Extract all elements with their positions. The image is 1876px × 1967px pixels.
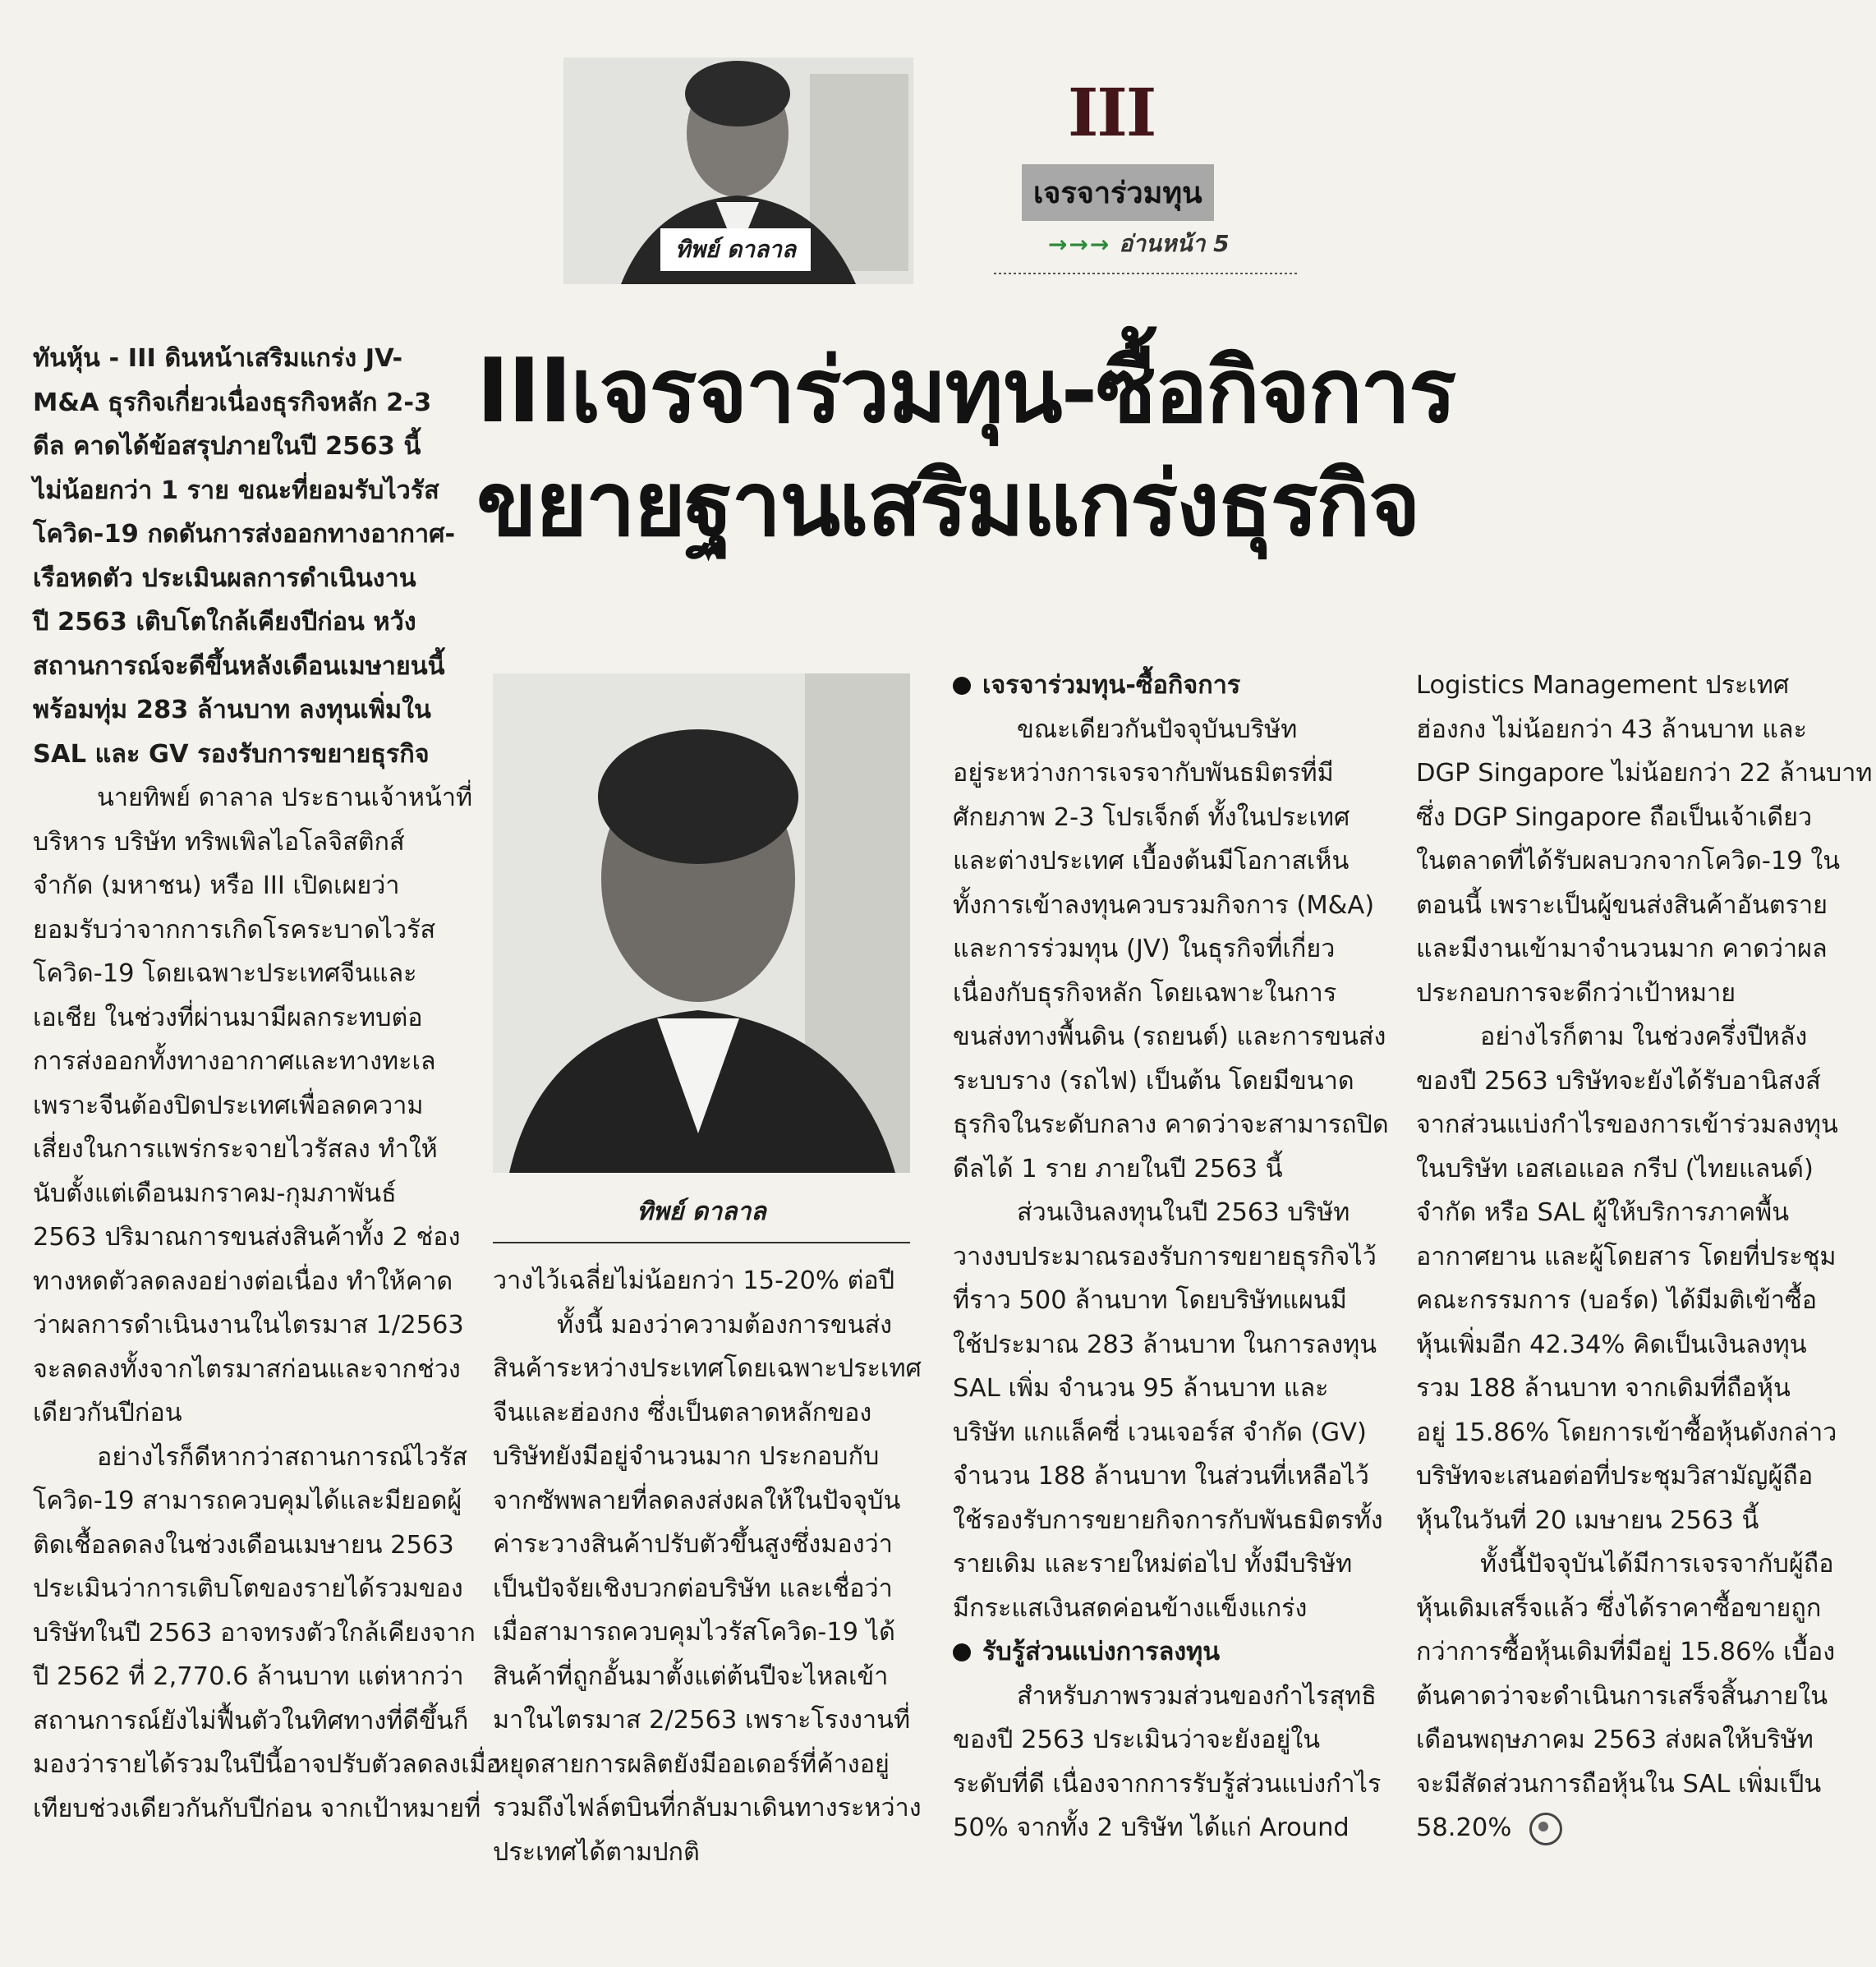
text-line: เนื่องกับธุรกิจหลัก โดยเฉพาะในการ [953, 978, 1337, 1008]
text-line: ในตลาดที่ได้รับผลบวกจากโควิด-19 ใน [1416, 847, 1841, 875]
text-line: DGP Singapore ไม่น้อยกว่า 22 ล้านบาท [1416, 759, 1873, 788]
text-line: ในบริษัท เอสเอแอล กรีป (ไทยแลนด์) [1416, 1154, 1814, 1183]
text-line: ปี 2562 ที่ 2,770.6 ล้านบาท แต่หากว่า [33, 1662, 464, 1691]
text-line: จากซัพพลายที่ลดลงส่งผลให้ในปัจจุบัน [493, 1486, 901, 1515]
text-line: การส่งออกทั้งทางอากาศและทางทะเล [33, 1047, 436, 1076]
final-text: 58.20% [1416, 1813, 1512, 1842]
text-line: ทั้งการเข้าลงทุนควบรวมกิจการ (M&A) [953, 890, 1375, 920]
text-line-final [1416, 1806, 1837, 1850]
lead-paragraph [33, 337, 456, 776]
text-line: เพราะจีนต้องปิดประเทศเพื่อลดความ [33, 1091, 424, 1120]
text-line: ธุรกิจในระดับกลาง คาดว่าจะสามารถปิด [953, 1110, 1389, 1139]
text-line: โควิด-19 กดดันการส่งออกทางอากาศ- [33, 520, 456, 549]
text-line: ต้นคาดว่าจะดำเนินการเสร็จสิ้นภายใน [1416, 1681, 1828, 1711]
company-logo: III [1068, 74, 1156, 151]
bullet-icon [953, 677, 971, 695]
text-line: Logistics Management ประเทศ [1416, 671, 1790, 700]
text-line: ค่าระวางสินค้าปรับตัวขึ้นสูงซึ่งมองว่า [493, 1530, 893, 1559]
text-line: เดียวกันปีก่อน [33, 1399, 182, 1427]
text-line: รวม 188 ล้านบาท จากเดิมที่ถือหุ้น [1416, 1374, 1791, 1403]
text-line: เทียบช่วงเดียวกันกับปีก่อน จากเป้าหมายที่ [33, 1794, 481, 1823]
text-line: ปี 2563 เติบโตใกล้เคียงปีก่อน หวัง [33, 608, 416, 637]
text-line: ดีล คาดได้ข้อสรุปภายในปี 2563 นี้ [33, 432, 421, 461]
photo-caption-top: ทิพย์ ดาลาล [660, 228, 811, 271]
text-line: M&A ธุรกิจเกี่ยวเนื่องธุรกิจหลัก 2-3 [33, 388, 432, 417]
caption-divider [493, 1242, 910, 1243]
text-line: ทั้งนี้ปัจจุบันได้มีการเจรจากับผู้ถือ [1480, 1550, 1834, 1579]
text-line: สินค้าที่ถูกอั้นมาตั้งแต่ต้นปีจะไหลเข้า [493, 1661, 889, 1691]
text-line: สินค้าระหว่างประเทศโดยเฉพาะประเทศ [493, 1354, 922, 1383]
paragraph [33, 776, 473, 1436]
text-line: หุ้นเพิ่มอีก 42.34% คิดเป็นเงินลงทุน [1416, 1330, 1807, 1359]
article-headline [476, 335, 1832, 562]
text-line: โควิด-19 โดยเฉพาะประเทศจีนและ [33, 959, 417, 988]
text-line: ซึ่ง DGP Singapore ถือเป็นเจ้าเดียว [1416, 802, 1813, 832]
text-line: ศักยภาพ 2-3 โปรเจ็กต์ ทั้งในประเทศ [953, 802, 1350, 832]
paragraph [33, 1436, 501, 1831]
text-line: อย่างไรก็ตาม ในช่วงครึ่งปีหลัง [1480, 1023, 1808, 1051]
text-line: วางไว้เฉลี่ยไม่น้อยกว่า 15-20% ต่อปี [493, 1266, 895, 1295]
section-tag: เจรจาร่วมทุน [1022, 164, 1214, 221]
continued-page-ref[interactable] [1048, 226, 1230, 262]
text-line: ไม่น้อยกว่า 1 ราย ขณะที่ยอมรับไวรัส [33, 476, 439, 505]
photo-caption-main: ทิพย์ ดาลาล [637, 1197, 766, 1226]
end-of-article-icon [1529, 1813, 1562, 1845]
text-line: จำกัด (มหาชน) หรือ III เปิดเผยว่า [33, 871, 400, 900]
text-line: ดีลได้ 1 ราย ภายในปี 2563 นี้ [953, 1154, 1283, 1183]
text-line: 50% จากทั้ง 2 บริษัท ได้แก่ Around [953, 1813, 1350, 1842]
text-line: บริษัทจะเสนอต่อที่ประชุมวิสามัญผู้ถือ [1416, 1462, 1814, 1491]
text-line: ประกอบการจะดีกว่าเป้าหมาย [1416, 978, 1736, 1008]
headline-line-2: ขยายฐานเสริมแกร่งธุรกิจ [476, 453, 1419, 556]
text-line: ใช้รองรับการขยายกิจการกับพันธมิตรทั้ง [953, 1505, 1383, 1535]
text-line: บริษัท แกแล็คซี่ เวนเจอร์ส จำกัด (GV) [953, 1418, 1367, 1447]
text-line: SAL และ GV รองรับการขยายธุรกิจ [33, 739, 430, 769]
text-line: ตอนนี้ เพราะเป็นผู้ขนส่งสินค้าอันตราย [1416, 890, 1828, 920]
text-line: คณะกรรมการ (บอร์ด) ได้มีมติเข้าซื้อ [1416, 1286, 1818, 1315]
text-line: ประเมินว่าการเติบโตของรายได้รวมของ [33, 1574, 463, 1603]
text-line: ที่ราว 500 ล้านบาท โดยบริษัทแผนมี [953, 1286, 1347, 1315]
text-line: จะมีสัดส่วนการถือหุ้นใน SAL เพิ่มเป็น [1416, 1769, 1822, 1799]
text-line: ของปี 2563 บริษัทจะยังได้รับอานิสงส์ [1416, 1066, 1821, 1096]
text-line: เสี่ยงในการแพร่กระจายไวรัสลง ทำให้ [33, 1135, 438, 1164]
text-line: จะลดลงทั้งจากไตรมาสก่อนและจากช่วง [33, 1354, 461, 1384]
text-line: เดือนพฤษภาคม 2563 ส่งผลให้บริษัท [1416, 1726, 1814, 1754]
text-line: อากาศยาน และผู้โดยสาร โดยที่ประชุม [1416, 1242, 1837, 1271]
text-line: อยู่ระหว่างการเจรจากับพันธมิตรที่มี [953, 759, 1334, 788]
article-column-2 [493, 1259, 922, 1874]
text-line: อยู่ 15.86% โดยการเข้าซื้อหุ้นดังกล่าว [1416, 1418, 1837, 1447]
text-line: และมีงานเข้ามาจำนวนมาก คาดว่าผล [1416, 935, 1828, 963]
text-line: ทั้งนี้ มองว่าความต้องการขนส่ง [557, 1310, 893, 1340]
text-line: สถานการณ์ยังไม่ฟื้นตัวในทิศทางที่ดีขึ้นก็ [33, 1706, 469, 1735]
text-line: เมื่อสามารถควบคุมไวรัสโควิด-19 ได้ [493, 1618, 895, 1647]
text-line: กว่าการซื้อหุ้นเดิมที่มีอยู่ 15.86% เบื้อง [1416, 1638, 1836, 1666]
text-line: จากส่วนแบ่งกำไรของการเข้าร่วมลงทุน [1416, 1110, 1838, 1139]
text-line: บริหาร บริษัท ทริพเพิลไอโลจิสติกส์ [33, 827, 405, 857]
portrait-image [493, 673, 910, 1173]
text-line: ส่วนเงินลงทุนในปี 2563 บริษัท [1017, 1198, 1350, 1227]
article-column-4 [1416, 664, 1873, 1850]
text-line: ทางหดตัวลดลงอย่างต่อเนื่อง ทำให้คาด [33, 1266, 453, 1296]
text-line: ระดับที่ดี เนื่องจากการรับรู้ส่วนแบ่งกำไร [953, 1769, 1382, 1799]
text-line: สำหรับภาพรวมส่วนของกำไรสุทธิ [1017, 1681, 1377, 1711]
article-column-3 [953, 664, 1389, 1850]
text-line: ขนส่งทางพื้นดิน (รถยนต์) และการขนส่ง [953, 1023, 1386, 1051]
text-line: ว่าผลการดำเนินงานในไตรมาส 1/2563 [33, 1311, 464, 1340]
text-line: ทันหุ้น - III ดินหน้าเสริมแกร่ง JV- [33, 344, 403, 373]
subhead-label: รับรู้ส่วนแบ่งการลงทุน [982, 1638, 1221, 1666]
text-line: เรือหดตัว ประเมินผลการดำเนินงาน [33, 563, 416, 593]
text-line: จำนวน 188 ล้านบาท ในส่วนที่เหลือไว้ [953, 1462, 1369, 1491]
subhead-label: เจรจาร่วมทุน-ซื้อกิจการ [982, 671, 1241, 700]
text-line: โควิด-19 สามารถควบคุมได้และมียอดผู้ [33, 1487, 462, 1515]
text-line: ติดเชื้อลดลงในช่วงเดือนเมษายน 2563 [33, 1530, 454, 1560]
text-line: และต่างประเทศ เบื้องต้นมีโอกาสเห็น [953, 847, 1350, 875]
text-line: บริษัทในปี 2563 อาจทรงตัวใกล้เคียงจาก [33, 1618, 476, 1648]
headline-line-1: IIIเจรจาร่วมทุน-ซื้อกิจการ [476, 340, 1455, 443]
text-line: ยอมรับว่าจากการเกิดโรคระบาดไวรัส [33, 915, 436, 944]
subhead-jv-ma [953, 664, 1373, 708]
text-line: บริษัทยังมีอยู่จำนวนมาก ประกอบกับ [493, 1442, 880, 1471]
text-line: มองว่ารายได้รวมในปีนี้อาจปรับตัวลดลงเมื่อ [33, 1750, 501, 1779]
text-line: หยุดสายการผลิตยังมีออเดอร์ที่ค้างอยู่ [493, 1749, 890, 1779]
text-line: พร้อมทุ่ม 283 ล้านบาท ลงทุนเพิ่มใน [33, 696, 431, 724]
text-line: มีกระแสเงินสดค่อนข้างแข็งแกร่ง [953, 1593, 1308, 1623]
text-line: มาในไตรมาส 2/2563 เพราะโรงงานที่ [493, 1706, 911, 1735]
text-line: รวมถึงไฟล์ตบินที่กลับมาเดินทางระหว่าง [493, 1794, 922, 1822]
text-line: นับตั้งแต่เดือนมกราคม-กุมภาพันธ์ [33, 1179, 397, 1208]
text-line: ใช้ประมาณ 283 ล้านบาท ในการลงทุน [953, 1330, 1377, 1359]
continued-page-label: อ่านหน้า 5 [1119, 230, 1230, 257]
section-teaser [986, 66, 1298, 281]
text-line: หุ้นในวันที่ 20 เมษายน 2563 นี้ [1416, 1505, 1759, 1535]
text-line: สถานการณ์จะดีขึ้นหลังเดือนเมษายนนี้ [33, 651, 445, 681]
author-photo-top [563, 57, 913, 284]
text-line: ระบบราง (รถไฟ) เป็นต้น โดยมีขนาด [953, 1066, 1354, 1096]
text-line: และการร่วมทุน (JV) ในธุรกิจที่เกี่ยว [953, 935, 1336, 963]
text-line: หุ้นเดิมเสร็จแล้ว ซึ่งได้ราคาซื้อขายถูก [1416, 1593, 1822, 1623]
text-line: ฮ่องกง ไม่น้อยกว่า 43 ล้านบาท และ [1416, 715, 1807, 744]
text-line: ของปี 2563 ประเมินว่าจะยังอยู่ใน [953, 1726, 1321, 1754]
text-line: เป็นปัจจัยเชิงบวกต่อบริษัท และเชื่อว่า [493, 1574, 893, 1603]
text-line: เอเชีย ในช่วงที่ผ่านมามีผลกระทบต่อ [33, 1003, 423, 1032]
text-line: 2563 ปริมาณการขนส่งสินค้าทั้ง 2 ช่อง [33, 1223, 461, 1252]
text-line: ประเทศได้ตามปกติ [493, 1837, 700, 1867]
author-photo-main [493, 673, 910, 1173]
bullet-icon [953, 1643, 971, 1661]
text-line: จีนและฮ่องกง ซึ่งเป็นตลาดหลักของ [493, 1398, 872, 1427]
text-line: นายทิพย์ ดาลาล ประธานเจ้าหน้าที่ [97, 784, 473, 812]
text-line: SAL เพิ่ม จำนวน 95 ล้านบาท และ [953, 1374, 1329, 1403]
article-column-1 [33, 337, 501, 1831]
text-line: วางงบประมาณรองรับการขยายธุรกิจไว้ [953, 1242, 1377, 1271]
text-line: อย่างไรก็ดีหากว่าสถานการณ์ไวรัส [97, 1442, 467, 1472]
subhead-profit-share [953, 1630, 1373, 1675]
text-line: จำกัด หรือ SAL ผู้ให้บริการภาคพื้น [1416, 1198, 1790, 1227]
dotted-divider [994, 273, 1298, 274]
text-line: รายเดิม และรายใหม่ต่อไป ทั้งมีบริษัท [953, 1550, 1353, 1579]
arrow-right-icon: →→→ [1048, 230, 1111, 258]
text-line: ขณะเดียวกันปัจจุบันบริษัท [1017, 715, 1298, 744]
